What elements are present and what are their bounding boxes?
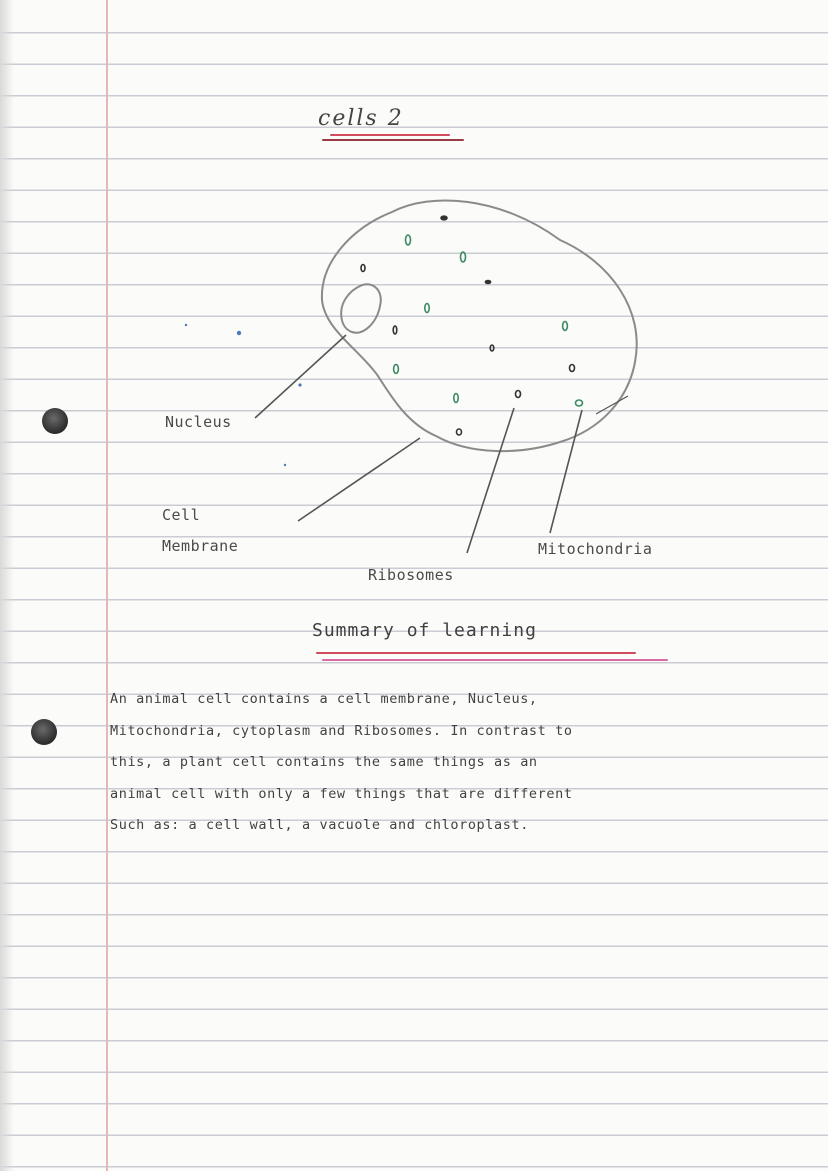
label-nucleus: Nucleus bbox=[165, 413, 232, 431]
summary-line: An animal cell contains a cell membrane, Nucleus, bbox=[110, 691, 538, 707]
ribosome-dots bbox=[361, 216, 575, 435]
summary-line: animal cell with only a few things that are different bbox=[110, 785, 573, 802]
summary-underline-second bbox=[322, 659, 668, 661]
mitochondria-pointer-second bbox=[596, 396, 628, 414]
summary-line: this, a plant cell contains the same things as an bbox=[110, 754, 538, 770]
label-ribosomes: Ribosomes bbox=[368, 566, 454, 584]
label-cell: Cell bbox=[162, 506, 201, 524]
summary-underline bbox=[316, 652, 636, 654]
nucleus-pointer bbox=[255, 335, 346, 418]
mitochondria-pointer bbox=[550, 410, 582, 533]
ink-specks bbox=[185, 324, 302, 466]
mitochondria-dots bbox=[394, 235, 583, 406]
summary-line: Such as: a cell wall, a vacuole and chloroplast. bbox=[110, 817, 529, 833]
summary-paragraph bbox=[110, 684, 810, 842]
ribosome-pointer bbox=[467, 408, 514, 553]
nucleus-outline bbox=[341, 284, 381, 332]
membrane-pointer bbox=[298, 438, 420, 521]
summary-heading: Summary of learning bbox=[312, 620, 537, 641]
page-title: cells 2 bbox=[318, 106, 404, 131]
summary-line: Mitochondria, cytoplasm and Ribosomes. In contrast to bbox=[110, 722, 573, 739]
label-membrane: Membrane bbox=[162, 537, 239, 555]
label-mitochondria: Mitochondria bbox=[538, 540, 653, 558]
